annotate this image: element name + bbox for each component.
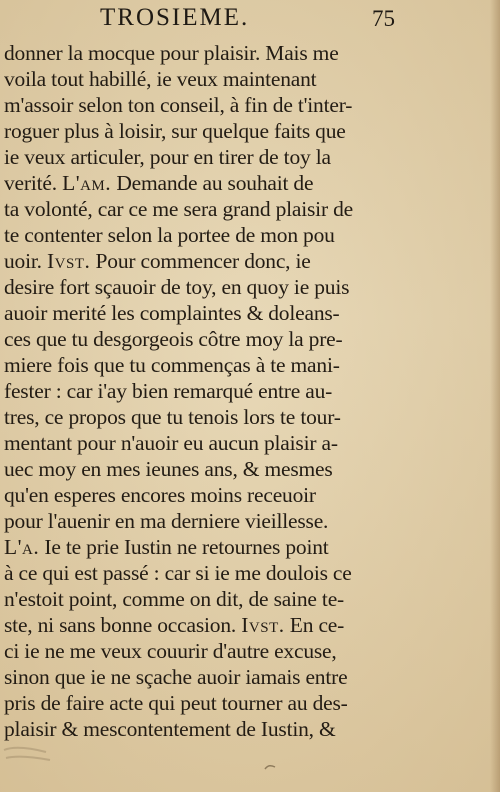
text-line: pour l'auenir en ma derniere vieillesse.	[4, 509, 329, 533]
speaker-label: L'a.	[4, 535, 40, 559]
text-line: qu'en esperes encores moins receuoir	[4, 483, 316, 507]
page-header	[0, 4, 500, 34]
text-line: à ce qui est passé : car si ie me doulois ce	[4, 561, 352, 585]
running-head: TROSIEME.	[100, 4, 250, 31]
text-line: fester : car i'ay bien remarqué entre au-	[4, 379, 333, 403]
text-line: ces que tu desgorgeois côtre moy la pre-	[4, 327, 343, 351]
text-line: te contenter selon la portee de mon pou	[4, 223, 335, 247]
line-text: verité.	[4, 171, 63, 195]
speaker-label: Ivst.	[241, 613, 285, 637]
text-line: miere fois que tu commenças à te mani-	[4, 353, 340, 377]
text-line: mentant pour n'auoir eu aucun plaisir a-	[4, 431, 338, 455]
text-line: n'estoit point, comme on dit, de saine te-	[4, 587, 344, 611]
line-text: En ce-	[284, 613, 345, 637]
page-number: 75	[372, 6, 395, 31]
speaker-label: Ivst.	[47, 249, 91, 273]
ink-bleed-smudge	[0, 742, 60, 770]
line-text: Demande au souhait de	[111, 171, 314, 195]
text-line: donner la mocque pour plaisir. Mais me	[4, 41, 339, 65]
line-text: Ie te prie Iustin ne retournes point	[39, 535, 329, 559]
page-edge-shadow	[490, 0, 500, 792]
text-line: roguer plus à loisir, sur quelque faits que	[4, 119, 346, 143]
text-line: pris de faire acte qui peut tourner au des-	[4, 691, 348, 715]
text-line: ta volonté, car ce me sera grand plaisir de	[4, 197, 353, 221]
text-line: m'assoir selon ton conseil, à fin de t'inter-	[4, 93, 353, 117]
text-line: sinon que ie ne sçache auoir iamais entre	[4, 665, 348, 689]
text-line: auoir merité les complaintes & doleans-	[4, 301, 340, 325]
text-line: voila tout habillé, ie veux maintenant	[4, 67, 317, 91]
text-line: plaisir & mescontentement de Iustin, &	[4, 717, 336, 741]
line-text: ste, ni sans bonne occasion.	[4, 613, 242, 637]
line-text: uoir.	[4, 249, 47, 273]
text-line: tres, ce propos que tu tenois lors te tour-	[4, 405, 341, 429]
text-line: ie veux articuler, pour en tirer de toy la	[4, 145, 331, 169]
text-line: uec moy en mes ieunes ans, & mesmes	[4, 457, 333, 481]
text-line: desire fort sçauoir de toy, en quoy ie puis	[4, 275, 350, 299]
line-text: Pour commencer donc, ie	[90, 249, 311, 273]
text-line: ci ie ne me veux couurir d'autre excuse,	[4, 639, 337, 663]
ink-mark	[262, 762, 278, 772]
speaker-label: L'am.	[62, 171, 112, 195]
